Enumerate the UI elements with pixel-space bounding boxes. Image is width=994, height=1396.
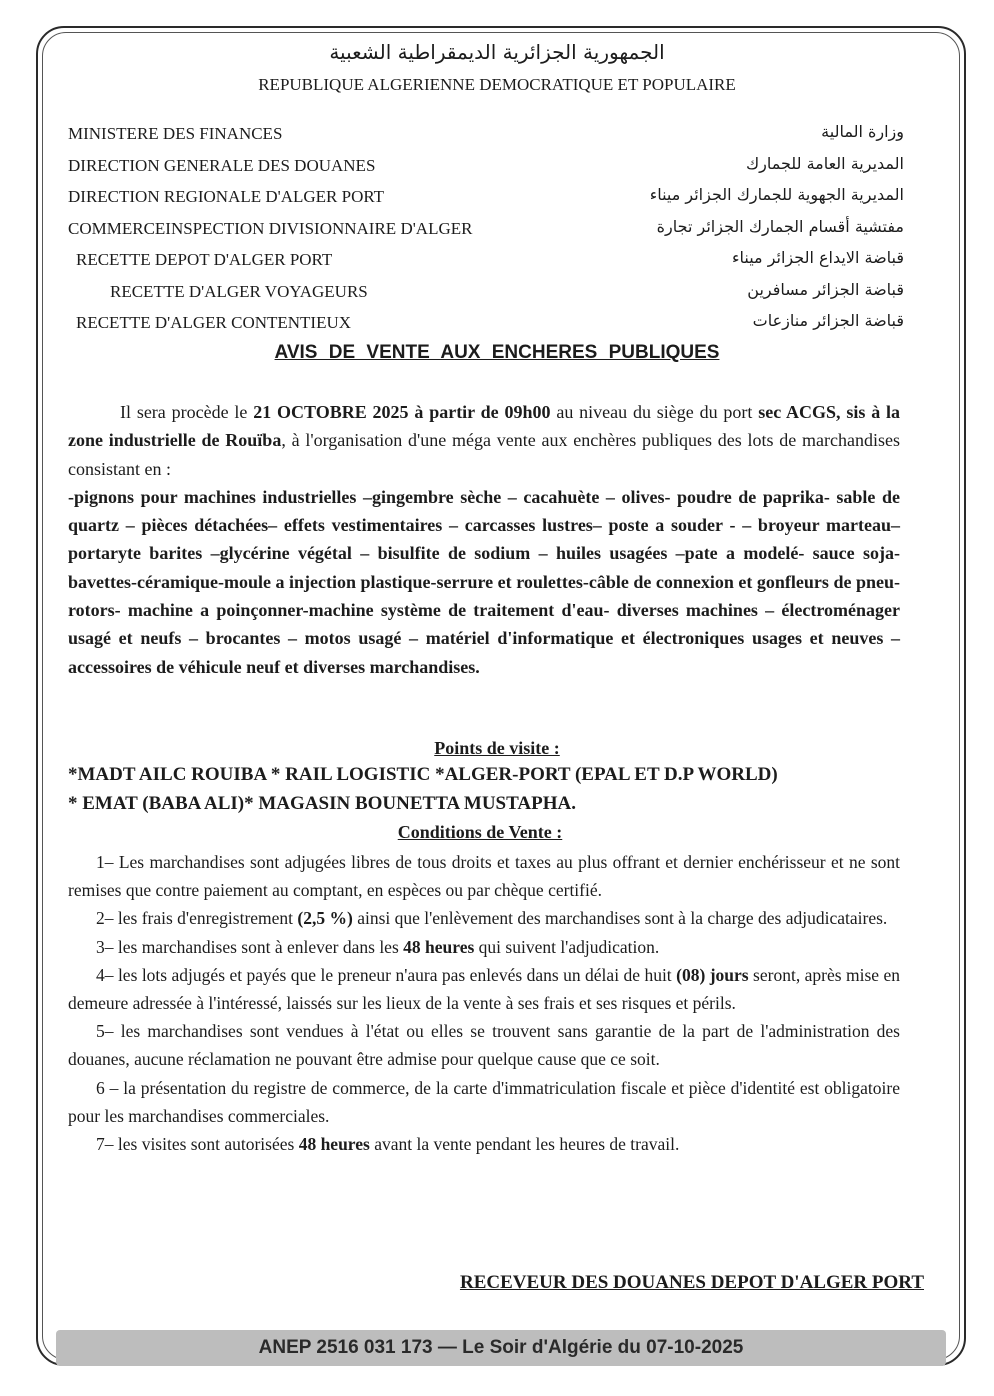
condition-2-text-a: 2– les frais d'enregistrement <box>96 908 298 929</box>
signature-line: RECEVEUR DES DOUANES DEPOT D'ALGER PORT <box>459 1272 924 1293</box>
administration-french-list <box>68 118 538 339</box>
admin-fr-item: DIRECTION GENERALE DES DOUANES <box>68 155 376 175</box>
condition-7-text-a: 7– les visites sont autorisées <box>96 1134 299 1155</box>
conditions-list <box>68 848 900 1158</box>
admin-ar-item: مفتشية أقسام الجمارك الجزائر تجارة <box>656 216 904 236</box>
visit-points-line-1: *MADT AILC ROUIBA * RAIL LOGISTIC *ALGER-PORT (EPAL ET D.P WORLD) <box>68 764 778 785</box>
condition-5: 5– les marchandises sont vendues à l'état ou elles se trouvent sans garantie de la part de l'administration des douanes, aucune réclamation ne pouvant être admise pour quelque cause que ce soit. <box>68 1021 900 1070</box>
conditions-title-text: Conditions de Vente : <box>397 822 563 842</box>
admin-fr-item: DIRECTION REGIONALE D'ALGER PORT <box>68 187 385 206</box>
admin-ar-item: قباضة الجزائر مسافرين <box>747 279 904 299</box>
condition-7-hours: 48 heures <box>298 1134 370 1155</box>
visit-points-title <box>0 738 994 759</box>
intro-part1: Il sera procède le <box>120 402 254 422</box>
condition-4-text-a: 4– les lots adjugés et payés que le preneur n'aura pas enlevés dans un délai de huit <box>96 964 677 985</box>
condition-7 <box>68 1130 900 1158</box>
condition-1: 1– Les marchandises sont adjugées libres de tous droits et taxes au plus offrant et dernier enchérisseur et ne sont remises que contre paiement au comptant, en espèces ou par chèque certifié. <box>68 852 900 901</box>
arabic-republic-title: الجمهورية الجزائرية الديمقراطية الشعبية <box>329 40 665 64</box>
auction-date: 21 OCTOBRE 2025 à partir de 09h00 <box>253 402 551 422</box>
visit-points-line-2: * EMAT (BABA ALI)* MAGASIN BOUNETTA MUSTAPHA. <box>68 793 576 814</box>
administration-arabic-list <box>604 116 904 337</box>
condition-4-text-c: seront, après mise en demeure adressée à l'intéressé, laissés sur les lieux de la vente à ses frais et ses risques et périls. <box>68 964 901 1014</box>
auction-location: sec ACGS, sis à la zone industrielle de Rouïba <box>68 402 901 451</box>
goods-list: -pignons pour machines industrielles –gingembre sèche – cacahuète – olives- poudre de paprika- sable de quartz – pièces détachées– effets vestimentaires – carcasses lustres– poste a souder - – broyeur marteau– portaryte barites –glycérine végétal – bisulfite de sodium – huiles usagées –pate a modelé- sauce soja-bavettes-céramique-moule a injection plastique-serrure et roulettes-câble de connexion et gonfleurs de pneu- rotors- machine a poinçonner-machine système de traitement d'eau- diverses machines – électroménager usagé et neufs – brocantes – motos usagé – matériel d'informatique et électroniques usages et neuves –accessoires de véhicule neuf et diverses marchandises. <box>68 486 900 677</box>
admin-fr-item: RECETTE D'ALGER CONTENTIEUX <box>76 313 352 332</box>
condition-6: 6 – la présentation du registre de commerce, de la carte d'immatriculation fiscale et pièce d'identité est obligatoire pour les marchandises commerciales. <box>68 1077 900 1126</box>
condition-4 <box>68 961 900 1017</box>
conditions-title <box>0 822 960 843</box>
admin-ar-item: قباضة الجزائر منازعات <box>752 311 904 330</box>
condition-2 <box>68 904 900 932</box>
condition-3-text-c: qui suivent l'adjudication. <box>474 936 660 957</box>
notice-title <box>0 342 994 364</box>
condition-2-text-c: ainsi que l'enlèvement des marchandises sont à la charge des adjudicataires. <box>352 908 888 929</box>
admin-fr-item: MINISTERE DES FINANCES <box>68 124 283 143</box>
admin-ar-item: وزارة المالية <box>821 122 904 141</box>
condition-4-days: (08) jours <box>676 964 749 985</box>
admin-fr-item: RECETTE DEPOT D'ALGER PORT <box>76 250 333 269</box>
condition-2-rate: (2,5 %) <box>297 908 353 929</box>
condition-3-hours: 48 heures <box>403 936 475 957</box>
intro-part2: au niveau du siège du port <box>550 402 759 422</box>
notice-body <box>68 398 900 681</box>
condition-3-text-a: 3– les marchandises sont à enlever dans les <box>96 936 404 957</box>
intro-part3: , à l'organisation d'une méga vente aux enchères publiques des lots de marchandises consistant en : <box>68 430 901 479</box>
notice-title-text: AVIS DE VENTE AUX ENCHERES PUBLIQUES <box>274 342 720 363</box>
admin-ar-item: قباضة الايداع الجزائر ميناء <box>731 248 904 267</box>
visit-points-title-text: Points de visite : <box>434 738 560 758</box>
admin-ar-item: المديرية العامة للجمارك <box>745 153 904 173</box>
admin-fr-item: COMMERCEINSPECTION DIVISIONNAIRE D'ALGER <box>68 218 473 238</box>
condition-3 <box>68 933 900 961</box>
french-republic-title: REPUBLIQUE ALGERIENNE DEMOCRATIQUE ET POPULAIRE <box>258 75 736 94</box>
condition-7-text-c: avant la vente pendant les heures de travail. <box>369 1134 680 1155</box>
admin-ar-item: المديرية الجهوية للجمارك الجزائر ميناء <box>649 185 904 204</box>
admin-fr-item: RECETTE D'ALGER VOYAGEURS <box>110 281 368 301</box>
publication-footer: ANEP 2516 031 173 — Le Soir d'Algérie du 07-10-2025 <box>56 1330 946 1366</box>
